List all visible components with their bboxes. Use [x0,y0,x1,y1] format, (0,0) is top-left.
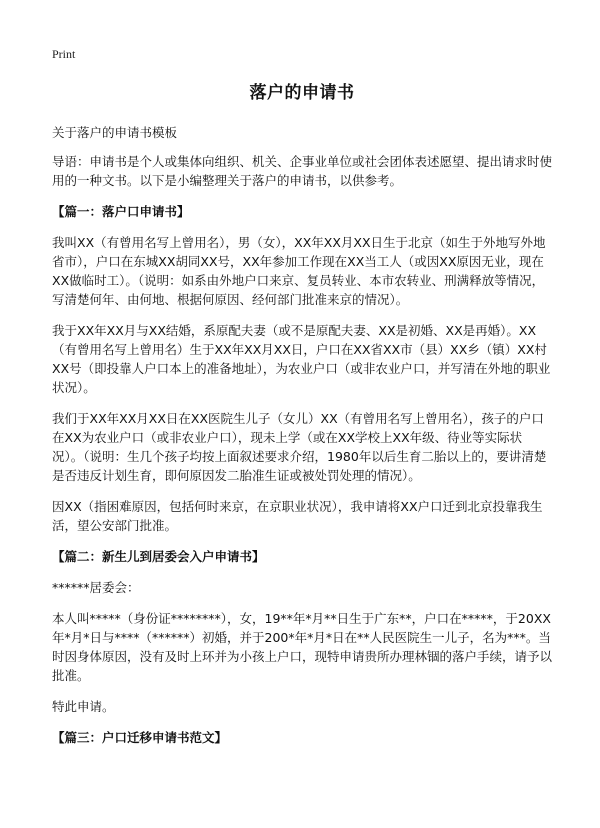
section2-paragraph: ******居委会： [52,580,140,595]
document-body [52,78,552,759]
intro-paragraph: 导语：申请书是个人或集体向组织、机关、企事业单位或社会团体表述愿望、提出请求时使用的一种文书。以下是小编整理关于落户的申请书，以供参考。 [52,154,553,188]
section1-paragraph: 我叫XX（有曾用名写上曾用名），男（女），XX年XX月XX日生于北京（如生于外地写外地省市），户口在东城XX胡同XX号，XX年参加工作现在XX当工人（或因XX原因无业，现在XX做临时工）。（说明：如系由外地户口来京、复员转业、本市农转业、刑满释放等情况，写清楚何年、由何地、根据何原因、经何部门批准来京的情况）。 [52,235,546,307]
section2-paragraph: 本人叫*****（身份证********），女，19**年*月**日生于广东**，户口在*****，于20XX年*月*日与****（******）初婚，并于200*年*月*日在**人民医院生一儿子，名为***。当时因身体原因，没有及时上环并为小孩上户口，现特申请贵所办理林锢的落户手续，请予以批准。 [52,611,553,683]
section-heading-3: 【篇三：户口迁移申请书范文】 [52,730,228,745]
section-heading-2: 【篇二：新生儿到居委会入户申请书】 [52,549,265,564]
section1-paragraph: 我们于XX年XX月XX日在XX医院生儿子（女儿）XX（有曾用名写上曾用名），孩子的户口在XX为农业户口（或非农业户口），现未上学（或在XX学校上XX年级、待业等实际状况）。（说明：生几个孩子均按上面叙述要求介绍，1980年以后生育二胎以上的，要讲清楚是否违反计划生育，即何原因发二胎准生证或被处罚处理的情况）。 [52,411,547,483]
section-heading-1: 【篇一：落户口申请书】 [52,204,190,219]
section1-paragraph: 我于XX年XX月与XX结婚，系原配夫妻（或不是原配夫妻、XX是初婚、XX是再婚）。XX（有曾用名写上曾用名）生于XX年XX月XX日，户口在XX省XX市（县）XX乡（镇）XX村XX号（即投靠人户口本上的准备地址），为农业户口（或非农业户口，并写清在外地的职业状况）。 [52,323,551,395]
print-link[interactable]: Print [52,47,76,61]
page-title: 落户的申请书 [249,83,355,103]
document-subtitle: 关于落户的申请书模板 [52,125,178,140]
section2-paragraph: 特此申请。 [52,699,115,714]
section1-paragraph: 因XX（指困难原因，包括何时来京，在京职业状况），我申请将XX户口迁到北京投靠我生活，望公安部门批准。 [52,499,543,533]
